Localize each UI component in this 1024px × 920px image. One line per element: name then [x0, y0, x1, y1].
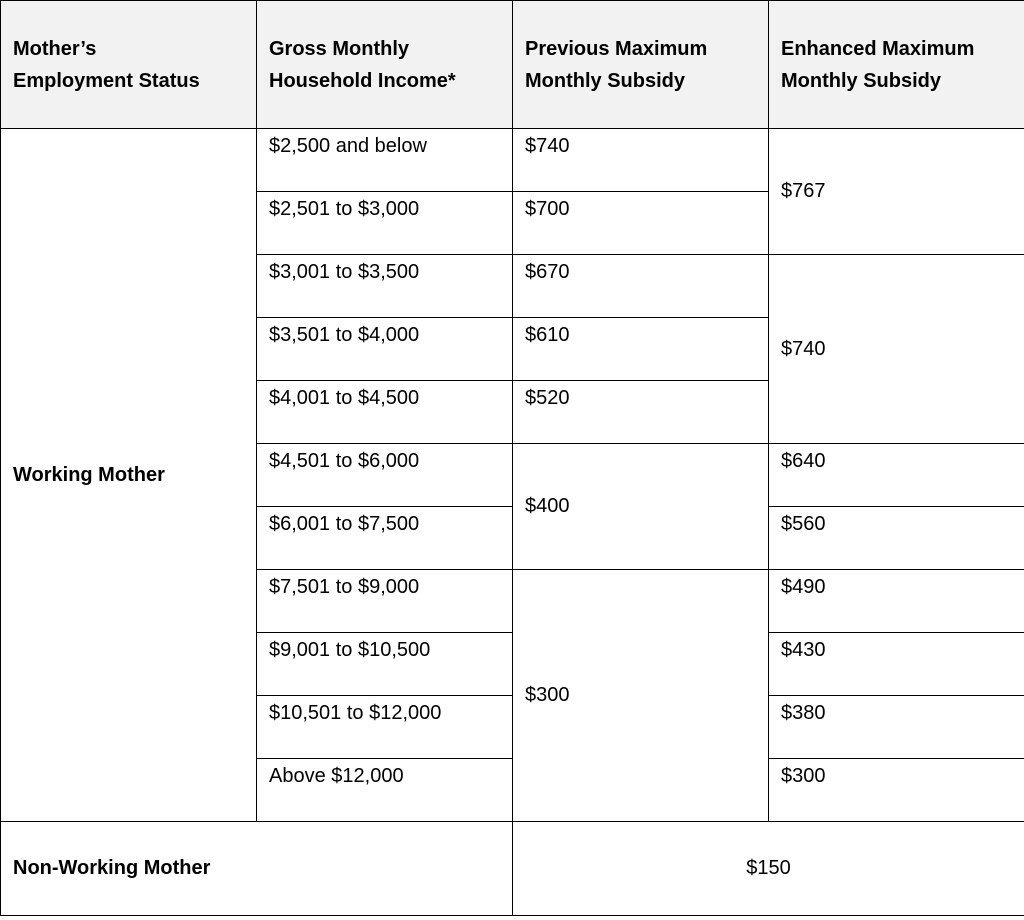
income-cell: $9,001 to $10,500: [257, 633, 513, 696]
header-previous-subsidy: [513, 1, 769, 129]
header-text: Mother’s: [13, 37, 97, 60]
non-working-subsidy-cell: $150: [513, 822, 1024, 916]
previous-subsidy-cell: $610: [513, 318, 769, 381]
income-cell: $4,501 to $6,000: [257, 444, 513, 507]
enhanced-subsidy-cell: $560: [769, 507, 1024, 570]
income-cell: $3,001 to $3,500: [257, 255, 513, 318]
income-cell: $7,501 to $9,000: [257, 570, 513, 633]
enhanced-subsidy-cell: $300: [769, 759, 1024, 822]
income-cell: $2,500 and below: [257, 129, 513, 192]
previous-subsidy-cell: $740: [513, 129, 769, 192]
header-household-income: [257, 1, 513, 129]
header-text: Monthly Subsidy: [525, 69, 685, 92]
previous-subsidy-cell: $300: [513, 570, 769, 822]
income-cell: Above $12,000: [257, 759, 513, 822]
header-enhanced-subsidy: [769, 1, 1024, 129]
previous-subsidy-cell: $670: [513, 255, 769, 318]
header-text: Gross Monthly: [269, 37, 410, 60]
header-text: Monthly Subsidy: [781, 69, 941, 92]
non-working-mother-label: Non-Working Mother: [1, 822, 513, 916]
table-row: [1, 129, 1024, 192]
header-text: Household Income*: [269, 69, 456, 92]
previous-subsidy-cell: $700: [513, 192, 769, 255]
header-text: Enhanced Maximum: [781, 37, 975, 60]
header-text: Previous Maximum: [525, 37, 708, 60]
enhanced-subsidy-cell: $490: [769, 570, 1024, 633]
income-cell: $3,501 to $4,000: [257, 318, 513, 381]
enhanced-subsidy-cell: $430: [769, 633, 1024, 696]
income-cell: $2,501 to $3,000: [257, 192, 513, 255]
income-cell: $4,001 to $4,500: [257, 381, 513, 444]
previous-subsidy-cell: $520: [513, 381, 769, 444]
income-cell: $6,001 to $7,500: [257, 507, 513, 570]
working-mother-label: Working Mother: [1, 129, 257, 822]
non-working-row: [1, 822, 1024, 916]
header-text: Employment Status: [13, 69, 200, 92]
enhanced-subsidy-cell: $767: [769, 129, 1024, 255]
enhanced-subsidy-cell: $380: [769, 696, 1024, 759]
enhanced-subsidy-cell: $640: [769, 444, 1024, 507]
income-cell: $10,501 to $12,000: [257, 696, 513, 759]
previous-subsidy-cell: $400: [513, 444, 769, 570]
header-row: [1, 1, 1024, 129]
header-employment-status: [1, 1, 257, 129]
enhanced-subsidy-cell: $740: [769, 255, 1024, 444]
